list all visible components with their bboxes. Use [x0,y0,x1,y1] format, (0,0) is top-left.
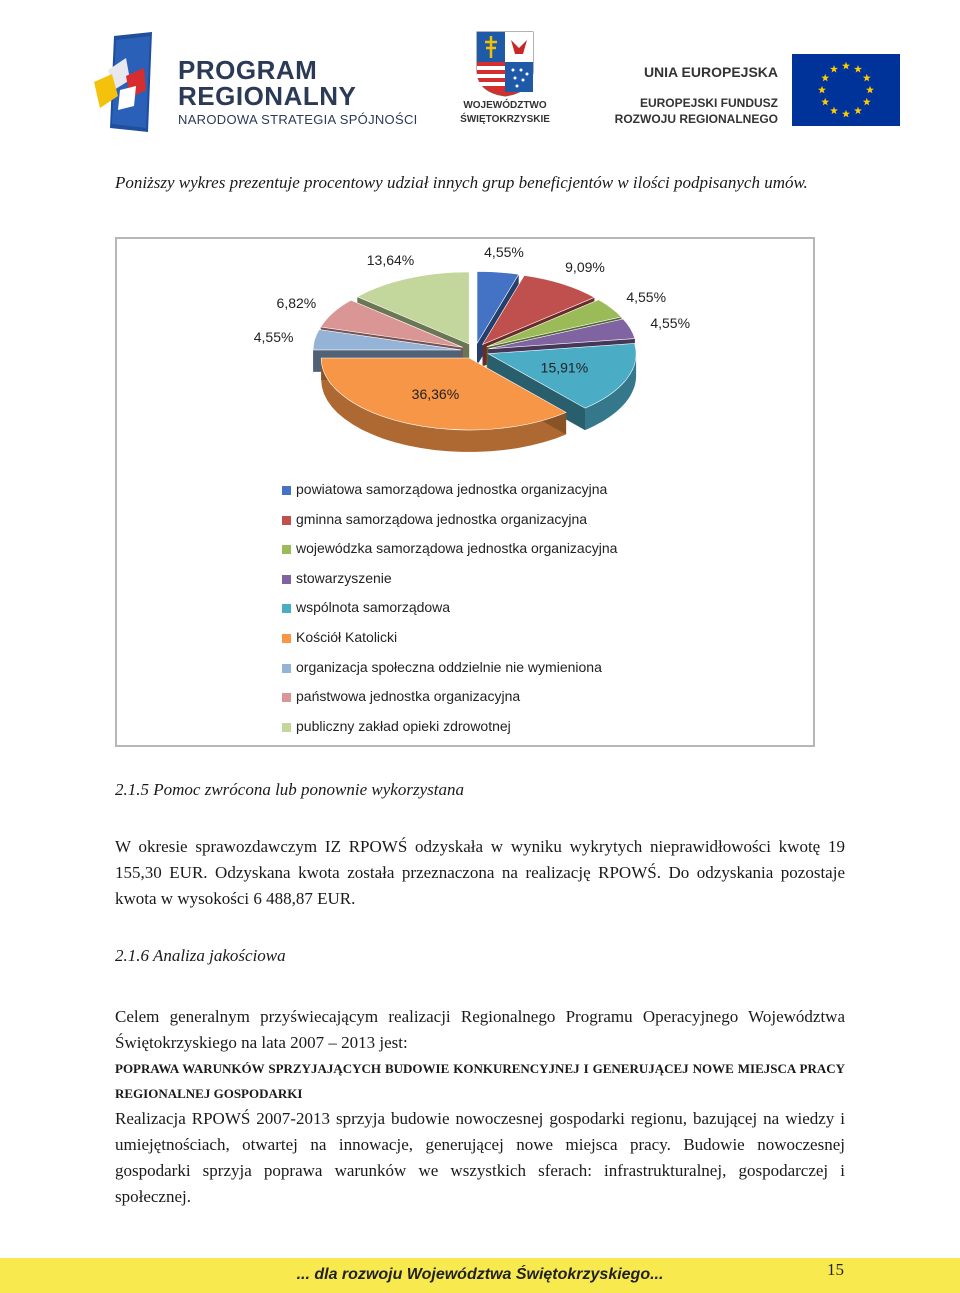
program-title-line1: PROGRAM [178,55,318,85]
program-regionalny-logo [86,28,426,138]
legend-swatch [282,545,291,554]
section-215-paragraph: W okresie sprawozdawczym IZ RPOWŚ odzyskała w wyniku wykrytych nieprawidłowości kwotę 19 155,30 EUR. Odzyskana kwota została przeznaczona na realizację RPOWŚ. Do odzyskania pozostaje kwota w wysokości 6 488,87 EUR. [115,837,845,908]
section-216-goal-caps: POPRAWA WARUNKÓW SPRZYJAJĄCYCH BUDOWIE KONKURENCYJNEJ I GENERUJĄCEJ NOWE MIEJSCA PRACY REGIONALNEJ GOSPODARKI [115,1061,845,1101]
beneficiary-pie-chart [115,237,815,747]
pie-value-label: 15,91% [540,359,589,376]
page-footer [0,1258,960,1293]
eu-flag-icon [792,54,900,126]
section-216-heading: 2.1.6 Analiza jakościowa [115,946,286,965]
legend-swatch [282,693,291,702]
legend-label: stowarzyszenie [296,569,392,586]
page-number: 15 [827,1260,844,1279]
legend-swatch [282,664,291,673]
legend-swatch [282,516,291,525]
footer-slogan: ... dla rozwoju Województwa Świętokrzyskiego... [296,1266,664,1283]
voivodeship-label-line1: WOJEWÓDZTWO [463,100,547,111]
legend-swatch [282,604,291,613]
pie-chart-svg [117,239,813,479]
legend-swatch [282,723,291,732]
pie-value-label: 36,36% [411,386,460,402]
pie-value-label: 4,55% [484,244,524,261]
program-regionalny-emblem-icon [86,28,166,138]
eu-fund-label-line1: EUROPEJSKI FUNDUSZ [639,96,778,110]
section-216-paragraph-2: Realizacja RPOWŚ 2007-2013 sprzyja budowie nowoczesnej gospodarki regionu, bazującej na wiedzy i umiejętnościach, otwartej na innowacje, generującej nowe miejsca pracy. Budowie nowoczesnej gospodarki sprzyja poprawa warunków we wszystkich sferach: infrastrukturalnej, gospodarczej i społecznej. [115,1109,845,1206]
coat-of-arms-icon [455,30,555,98]
pie-value-label: 6,82% [276,295,317,312]
legend-label: Kościół Katolicki [296,629,398,645]
legend-label: państwowa jednostka organizacyjna [296,688,521,705]
pie-value-label: 4,55% [626,289,667,305]
legend-label: publiczny zakład opieki zdrowotnej [296,717,511,734]
swietokrzyskie-logo [455,30,555,130]
chart-intro-text: Poniższy wykres prezentuje procentowy udział innych grup beneficjentów w ilości podpisanych umów. [115,173,808,192]
eu-fund-label-line2: ROZWOJU REGIONALNEGO [614,112,778,126]
eu-union-label: UNIA EUROPEJSKA [643,64,778,80]
legend-label: powiatowa samorządowa jednostka organizacyjna [296,481,608,497]
section-216-paragraph-1: Celem generalnym przyświecającym realizacji Regionalnego Programu Operacyjnego Województwa Świętokrzyskiego na lata 2007 – 2013 jest: [115,1007,845,1052]
section-215-heading: 2.1.5 Pomoc zwrócona lub ponownie wykorzystana [115,780,464,799]
legend-label: gminna samorządowa jednostka organizacyjna [296,510,588,527]
program-subtitle: NARODOWA STRATEGIA SPÓJNOŚCI [178,112,418,127]
legend-swatch [282,634,291,643]
legend-label: organizacja społeczna oddzielnie nie wymieniona [296,658,602,675]
voivodeship-label-line2: ŚWIĘTOKRZYSKIE [460,114,550,125]
legend-swatch [282,575,291,584]
program-title-line2: REGIONALNY [178,81,357,111]
pie-value-label: 13,64% [366,252,415,269]
legend-swatch [282,486,291,495]
page-header [0,0,960,150]
pie-value-label: 4,55% [650,314,691,331]
pie-value-label: 9,09% [565,259,605,275]
legend-label: wojewódzka samorządowa jednostka organizacyjna [296,540,618,557]
pie-value-label: 4,55% [253,328,294,345]
legend-label: wspólnota samorządowa [296,599,451,616]
eu-fund-logo [614,52,900,132]
